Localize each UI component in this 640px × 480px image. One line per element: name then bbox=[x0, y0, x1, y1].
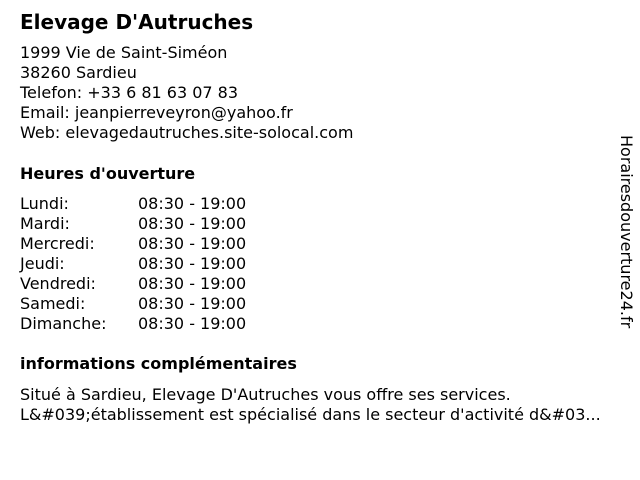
address-line-2: 38260 Sardieu bbox=[20, 63, 137, 82]
hours-day: Mercredi: bbox=[20, 234, 95, 253]
hours-row bbox=[20, 294, 246, 314]
hours-day: Lundi: bbox=[20, 194, 69, 213]
phone-line: Telefon: +33 6 81 63 07 83 bbox=[20, 83, 239, 102]
hours-day: Jeudi: bbox=[20, 254, 65, 273]
hours-time: 08:30 - 19:00 bbox=[138, 234, 247, 253]
hours-time: 08:30 - 19:00 bbox=[138, 214, 247, 233]
address-line-1: 1999 Vie de Saint-Siméon bbox=[20, 43, 228, 62]
hours-time: 08:30 - 19:00 bbox=[138, 314, 247, 333]
hours-row bbox=[20, 214, 246, 234]
hours-heading: Heures d'ouverture bbox=[20, 164, 196, 183]
hours-day: Samedi: bbox=[20, 294, 86, 313]
hours-time: 08:30 - 19:00 bbox=[138, 254, 247, 273]
hours-row bbox=[20, 254, 246, 274]
site-watermark: Horairesdouverture24.fr bbox=[617, 135, 636, 329]
hours-time: 08:30 - 19:00 bbox=[138, 294, 247, 313]
hours-day: Dimanche: bbox=[20, 314, 107, 333]
web-line: Web: elevagedautruches.site-solocal.com bbox=[20, 123, 354, 142]
business-name: Elevage D'Autruches bbox=[20, 10, 254, 34]
hours-day: Vendredi: bbox=[20, 274, 96, 293]
hours-row bbox=[20, 274, 246, 294]
hours-row bbox=[20, 234, 246, 254]
email-line: Email: jeanpierreveyron@yahoo.fr bbox=[20, 103, 293, 122]
hours-row bbox=[20, 194, 246, 214]
hours-time: 08:30 - 19:00 bbox=[138, 194, 247, 213]
hours-row bbox=[20, 314, 246, 334]
hours-time: 08:30 - 19:00 bbox=[138, 274, 247, 293]
hours-day: Mardi: bbox=[20, 214, 70, 233]
contact-block bbox=[20, 43, 353, 143]
business-description: Situé à Sardieu, Elevage D'Autruches vous offre ses services. L&#039;établissement est spécialisé dans le secteur d'activité d&#03... bbox=[20, 385, 601, 424]
info-heading: informations complémentaires bbox=[20, 354, 297, 373]
hours-table bbox=[20, 194, 246, 334]
